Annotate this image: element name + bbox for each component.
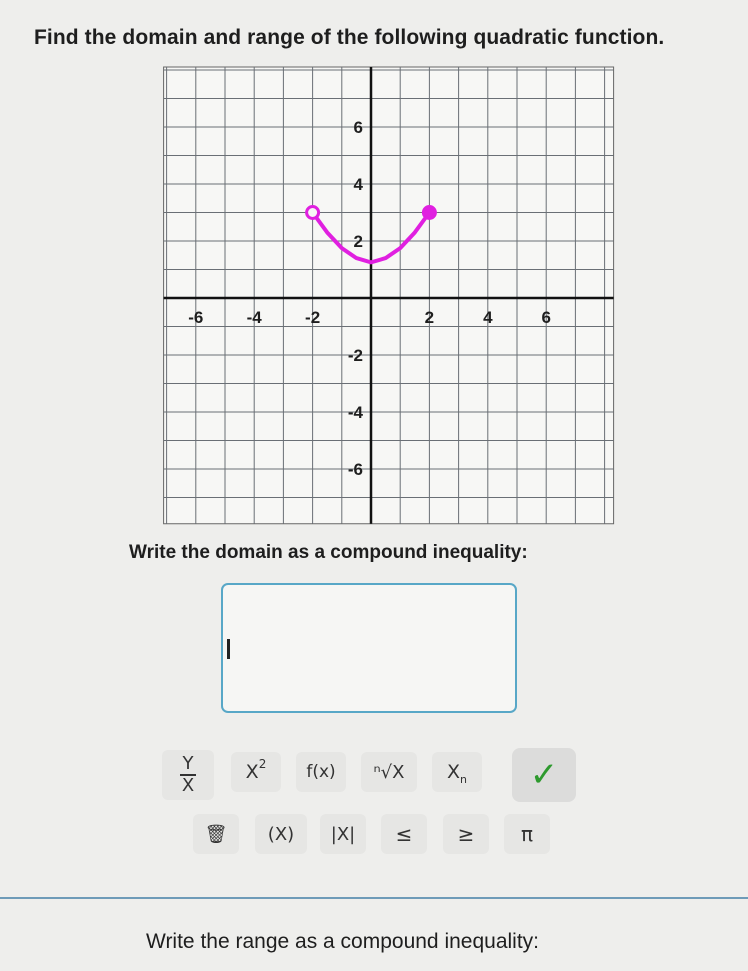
subscript-button[interactable]	[432, 752, 482, 792]
x-tick-label: -4	[246, 308, 262, 327]
domain-answer-input[interactable]	[221, 583, 517, 713]
root-label: ⁿ√X	[373, 761, 405, 783]
fraction-denominator: X	[181, 775, 195, 796]
less-equal-button[interactable]	[381, 814, 427, 854]
pi-button[interactable]	[504, 814, 550, 854]
clear-button[interactable]	[193, 814, 239, 854]
power-exponent: 2	[258, 757, 267, 771]
y-tick-label: -4	[347, 403, 363, 422]
trash-icon: 🗑	[204, 823, 228, 845]
y-tick-label: 4	[353, 175, 363, 194]
section-divider	[0, 897, 748, 899]
x-tick-label: -2	[305, 308, 321, 327]
subscript-index: n	[460, 772, 467, 786]
text-cursor	[227, 639, 230, 659]
range-prompt: Write the range as a compound inequality:	[146, 930, 540, 953]
greater-equal-label: ≥	[457, 822, 475, 846]
function-label: f(x)	[306, 762, 336, 782]
x-tick-label: -6	[188, 308, 204, 327]
y-tick-label: -6	[347, 460, 363, 479]
y-tick-label: 6	[353, 118, 363, 137]
y-tick-label: -2	[347, 346, 363, 365]
greater-equal-button[interactable]	[443, 814, 489, 854]
parentheses-label: (X)	[267, 823, 295, 845]
parentheses-button[interactable]	[255, 814, 307, 854]
open-endpoint	[307, 207, 319, 219]
function-button[interactable]	[296, 752, 346, 792]
question-text: Find the domain and range of the following quadratic function.	[34, 26, 665, 49]
closed-endpoint	[423, 207, 435, 219]
x-tick-label: 4	[483, 308, 493, 327]
submit-check-button[interactable]	[512, 748, 576, 802]
less-equal-label: ≤	[395, 822, 413, 846]
fraction-numerator: Y	[182, 753, 194, 774]
absolute-value-label: |X|	[330, 823, 356, 845]
pi-label: π	[520, 822, 534, 846]
root-button[interactable]	[361, 752, 417, 792]
power-base: X	[245, 761, 259, 783]
check-icon: ✓	[529, 755, 559, 795]
power-button[interactable]	[231, 752, 281, 792]
domain-prompt: Write the domain as a compound inequality:	[129, 542, 528, 563]
y-tick-label: 2	[353, 232, 363, 251]
x-tick-label: 6	[541, 308, 551, 327]
absolute-value-button[interactable]	[320, 814, 366, 854]
subscript-base: X	[446, 761, 461, 783]
fraction-button[interactable]	[162, 750, 214, 800]
x-tick-label: 2	[424, 308, 435, 327]
